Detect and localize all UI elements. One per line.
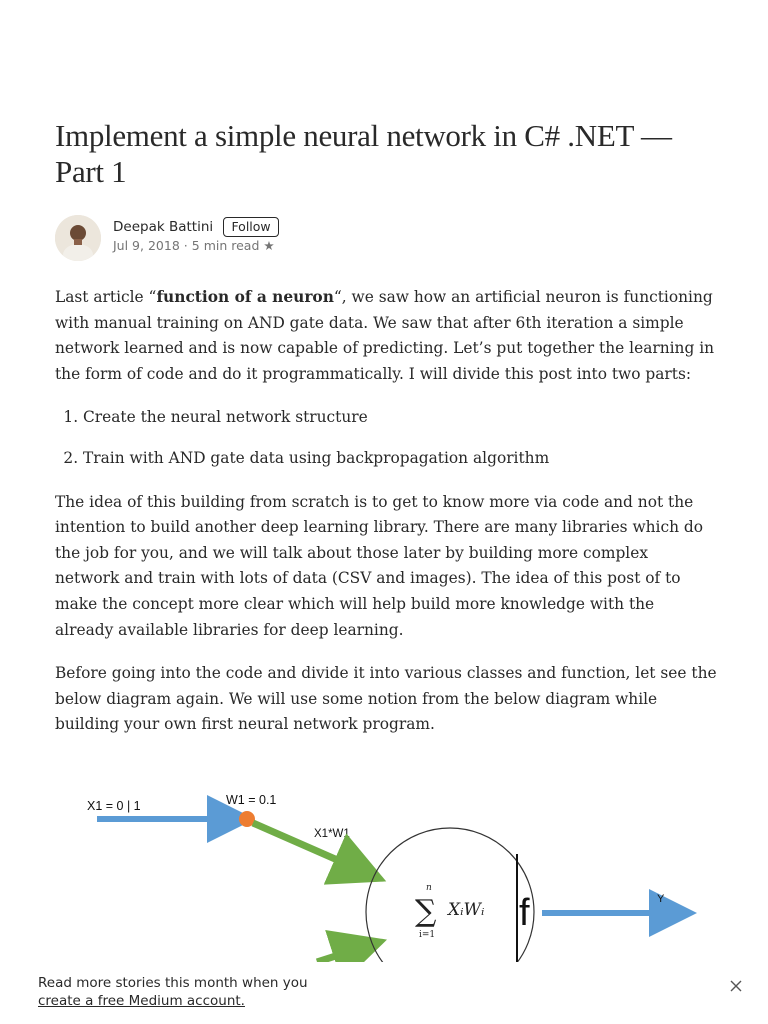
meta-separator: · (183, 238, 188, 253)
sum-lower-bound: i=1 (419, 930, 436, 940)
article-body (55, 285, 717, 756)
title-line-1: Implement a simple neural network in C# .NET — (55, 118, 672, 153)
post-meta (113, 238, 275, 253)
avatar-icon (55, 215, 101, 261)
read-time: 5 min read (191, 238, 260, 253)
article-title (55, 118, 715, 190)
follow-button[interactable]: Follow (223, 217, 278, 237)
neuron-diagram-svg (55, 780, 715, 964)
paragraph-1 (55, 285, 717, 387)
author-row (113, 217, 279, 237)
parts-list (55, 405, 717, 471)
post-date: Jul 9, 2018 (113, 238, 180, 253)
sum-term: XᵢWᵢ (448, 900, 485, 920)
banner-text (38, 974, 308, 1010)
banner-message: Read more stories this month when you (38, 975, 308, 991)
star-icon: ★ (263, 238, 275, 253)
close-icon[interactable] (728, 978, 744, 994)
p1-prefix: Last article “ (55, 288, 157, 306)
title-line-2: Part 1 (55, 154, 127, 189)
list-item: 1. Create the neural network structure (83, 405, 717, 431)
paragraph-2: The idea of this building from scratch is to get to know more via code and not the intention to build another deep learning library. There are many libraries which do the job for you, and we will talk about those later by building more complex network and train with lots of data (CSV and images). The idea of this post of to make the concept more clear which will help build more knowledge with the already available libraries for deep learning. (55, 492, 704, 639)
signup-banner (0, 962, 768, 1024)
byline (55, 215, 455, 259)
author-name[interactable]: Deepak Battini (113, 219, 214, 235)
product-label: X1*W1 (314, 828, 350, 840)
p1-suffix: “, we saw how an artificial neuron is functioning with manual training on AND gate data. We saw that after 6th iteration a simple network learned and is now capable of predicting. Let’s put together the learning in the form of code and do it programmatically. I will divide this post into two parts: (55, 288, 715, 383)
neuron-article-link[interactable]: function of a neuron (156, 288, 334, 306)
list-item: 2. Train with AND gate data using backpropagation algorithm (83, 446, 717, 472)
activation-function: f (519, 892, 530, 934)
output-label: Y (657, 893, 665, 905)
input-label: X1 = 0 | 1 (87, 799, 141, 813)
create-account-link[interactable]: create a free Medium account. (38, 993, 245, 1009)
second-input-arrow (317, 946, 367, 962)
sum-upper-bound: n (426, 883, 432, 893)
weighted-input-arrow (253, 823, 367, 873)
avatar[interactable] (55, 215, 101, 261)
sum-symbol: ∑ (415, 894, 437, 929)
neuron-diagram (55, 780, 715, 964)
neuron-circle (366, 828, 534, 964)
paragraph-3: Before going into the code and divide it into various classes and function, let see the below diagram again. We will use some notion from the below diagram while building your own first neural network program. (55, 664, 717, 734)
weight-label: W1 = 0.1 (226, 793, 277, 807)
article-header (55, 118, 715, 190)
